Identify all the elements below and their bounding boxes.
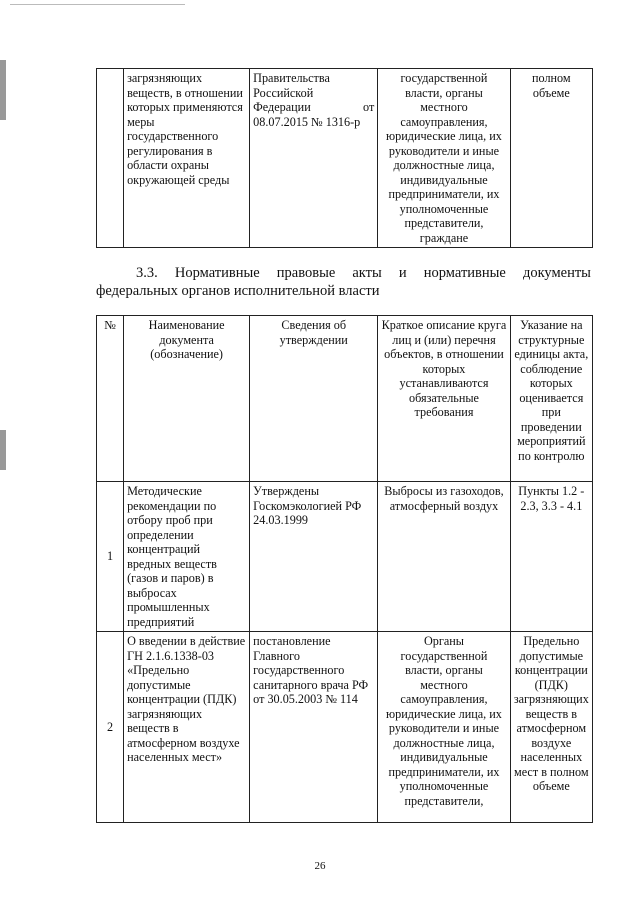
row-structural: Предельно допустимые концентрации (ПДК) загрязняющих веществ в атмосферном воздухе населенных мест в полном объеме bbox=[510, 632, 592, 823]
table-row bbox=[97, 69, 593, 248]
row-approval: постановление Главного государственного санитарного врача РФ от 30.05.2003 № 114 bbox=[250, 632, 378, 823]
row-approval: Утверждены Госкомэкологией РФ 24.03.1999 bbox=[250, 482, 378, 632]
heading-word: 3.3. bbox=[136, 265, 158, 281]
heading-word: правовые bbox=[276, 265, 336, 281]
continued-table bbox=[96, 68, 593, 248]
subjects-cell: государственной власти, органы местного самоуправления, юридические лица, их руководители и иные должностные лица, индивидуальные предприниматели, их уполномоченные представители, граждане bbox=[378, 69, 510, 248]
approval-line bbox=[253, 100, 374, 115]
row-name: О введении в действие ГН 2.1.6.1338-03 «Предельно допустимые концентрации (ПДК) загрязняющих веществ в атмосферном воздухе населенных мест» bbox=[124, 632, 250, 823]
scan-artifact-left bbox=[0, 60, 6, 120]
scope-cell: полном объеме bbox=[510, 69, 592, 248]
heading-line-1 bbox=[96, 264, 591, 282]
row-structural: Пункты 1.2 - 2.3, 3.3 - 4.1 bbox=[510, 482, 592, 632]
heading-word: документы bbox=[522, 265, 591, 281]
row-name: Методические рекомендации по отбору проб при определении концентраций вредных веществ (газов и паров) в выбросах промышленных предприятий bbox=[124, 482, 250, 632]
page-number: 26 bbox=[314, 860, 326, 872]
approval-cell bbox=[250, 69, 378, 248]
header-name: Наименование документа (обозначение) bbox=[124, 316, 250, 482]
heading-word: и bbox=[398, 265, 407, 281]
header-approval: Сведения об утверждении bbox=[250, 316, 378, 482]
approval-word: Федерации bbox=[253, 100, 311, 114]
table-row bbox=[97, 632, 593, 823]
heading-line-2: федеральных органов исполнительной власти bbox=[96, 283, 380, 299]
heading-word: нормативные bbox=[423, 265, 506, 281]
regulations-table bbox=[96, 315, 593, 823]
heading-word: Нормативные bbox=[174, 265, 260, 281]
approval-word: от bbox=[363, 100, 375, 114]
row-description: Выбросы из газоходов, атмосферный воздух bbox=[378, 482, 510, 632]
approval-line: Правительства bbox=[253, 71, 330, 85]
scan-artifact-left bbox=[0, 430, 6, 470]
row-num: 1 bbox=[97, 482, 124, 632]
row-num: 2 bbox=[97, 632, 124, 823]
approval-line: Российской bbox=[253, 85, 314, 100]
table-cell bbox=[97, 69, 124, 248]
scan-artifact-top bbox=[10, 4, 185, 5]
name-cell: загрязняющих веществ, в отношении которых применяются меры государственного регулирования в области охраны окружающей среды bbox=[124, 69, 250, 248]
table-header-row bbox=[97, 316, 593, 482]
header-num: № bbox=[97, 316, 124, 482]
table-row bbox=[97, 482, 593, 632]
header-description: Краткое описание круга лиц и (или) перечня объектов, в отношении которых устанавливаются обязательные требования bbox=[378, 316, 510, 482]
row-description: Органы государственной власти, органы местного самоуправления, юридические лица, их руководители и иные должностные лица, индивидуальные предприниматели, их уполномоченные представители, bbox=[378, 632, 510, 823]
header-structural: Указание на структурные единицы акта, соблюдение которых оценивается при проведении мероприятий по контролю bbox=[510, 316, 592, 482]
heading-word: акты bbox=[352, 265, 382, 281]
approval-line: 08.07.2015 № 1316-р bbox=[253, 114, 361, 129]
section-heading bbox=[96, 264, 591, 300]
